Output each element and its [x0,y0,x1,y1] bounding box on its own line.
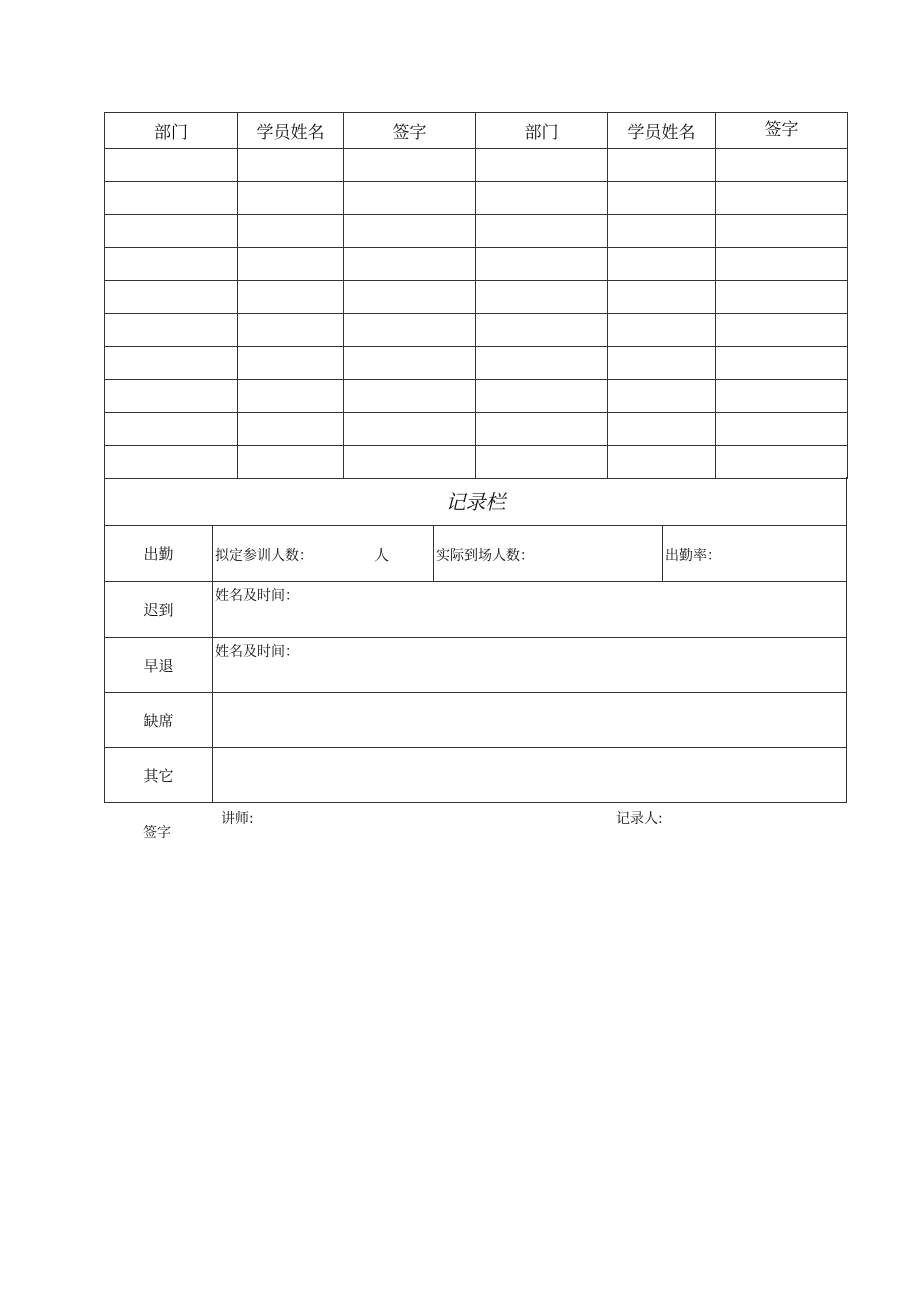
roster-cell[interactable] [476,380,608,413]
roster-cell[interactable] [476,149,608,182]
roster-cell[interactable] [105,248,238,281]
roster-cell[interactable] [105,281,238,314]
roster-cell[interactable] [608,314,716,347]
roster-cell[interactable] [105,347,238,380]
roster-cell[interactable] [716,149,848,182]
attendance-rate-label: 出勤率： [665,548,721,564]
roster-cell[interactable] [344,380,476,413]
late-label: 迟到 [105,582,213,637]
header-department-1: 部门 [105,113,238,149]
roster-cell[interactable] [476,347,608,380]
attendance-divider-1 [433,526,434,581]
roster-cell[interactable] [344,446,476,479]
header-department-2: 部门 [476,113,608,149]
roster-row [105,314,848,347]
planned-count-label: 拟定参训人数： [215,548,313,564]
roster-row [105,380,848,413]
record-title: 记录栏 [105,477,846,526]
roster-cell[interactable] [238,248,344,281]
early-leave-name-time-field[interactable]: 姓名及时间： [215,644,299,660]
late-name-time-field[interactable]: 姓名及时间： [215,588,299,604]
header-student-name-2: 学员姓名 [608,113,716,149]
roster-cell[interactable] [105,149,238,182]
roster-cell[interactable] [238,347,344,380]
roster-cell[interactable] [608,446,716,479]
roster-cell[interactable] [105,182,238,215]
roster-cell[interactable] [716,413,848,446]
roster-cell[interactable] [344,182,476,215]
roster-cell[interactable] [344,347,476,380]
roster-cell[interactable] [238,182,344,215]
roster-cell[interactable] [344,149,476,182]
roster-cell[interactable] [716,380,848,413]
roster-cell[interactable] [608,380,716,413]
roster-cell[interactable] [608,281,716,314]
roster-cell[interactable] [716,314,848,347]
roster-cell[interactable] [716,347,848,380]
roster-cell[interactable] [344,281,476,314]
roster-cell[interactable] [608,149,716,182]
header-signature-2: 签字 [716,113,848,149]
recorder-signature-field[interactable]: 记录人: [616,811,663,827]
other-row [105,748,846,803]
attendance-divider-2 [662,526,663,581]
roster-cell[interactable] [238,380,344,413]
roster-cell[interactable] [476,446,608,479]
roster-cell[interactable] [105,446,238,479]
roster-row [105,281,848,314]
early-leave-label: 早退 [105,638,213,692]
roster-cell[interactable] [716,446,848,479]
roster-cell[interactable] [238,215,344,248]
roster-cell[interactable] [238,149,344,182]
roster-row [105,149,848,182]
roster-cell[interactable] [608,182,716,215]
early-leave-row [105,638,846,693]
roster-row [105,182,848,215]
roster-cell[interactable] [476,314,608,347]
header-signature-1: 签字 [344,113,476,149]
roster-row [105,413,848,446]
roster-header-row [105,113,848,149]
roster-row [105,248,848,281]
roster-cell[interactable] [238,446,344,479]
roster-cell[interactable] [105,413,238,446]
roster-cell[interactable] [238,281,344,314]
late-row [105,582,846,638]
record-section [104,477,847,803]
roster-cell[interactable] [608,413,716,446]
roster-cell[interactable] [608,248,716,281]
roster-table [104,112,848,479]
roster-cell[interactable] [716,281,848,314]
roster-cell[interactable] [476,215,608,248]
absent-label: 缺席 [105,693,213,747]
roster-cell[interactable] [476,281,608,314]
roster-row [105,347,848,380]
roster-cell[interactable] [344,215,476,248]
roster-cell[interactable] [238,413,344,446]
roster-body [105,149,848,479]
planned-count-unit[interactable]: 人 [374,546,390,564]
header-student-name-1: 学员姓名 [238,113,344,149]
roster-cell[interactable] [716,215,848,248]
roster-cell[interactable] [105,380,238,413]
roster-cell[interactable] [344,248,476,281]
roster-cell[interactable] [716,182,848,215]
signature-label: 签字 [143,825,171,841]
roster-cell[interactable] [476,248,608,281]
roster-cell[interactable] [476,413,608,446]
roster-cell[interactable] [344,413,476,446]
roster-cell[interactable] [608,347,716,380]
roster-cell[interactable] [344,314,476,347]
actual-count-label: 实际到场人数： [436,548,534,564]
roster-cell[interactable] [105,215,238,248]
attendance-row [105,526,846,582]
absent-row [105,693,846,748]
roster-cell[interactable] [608,215,716,248]
roster-row [105,446,848,479]
roster-cell[interactable] [105,314,238,347]
lecturer-signature-field[interactable]: 讲师: [221,811,254,827]
roster-cell[interactable] [476,182,608,215]
other-label: 其它 [105,748,213,803]
roster-cell[interactable] [716,248,848,281]
roster-row [105,215,848,248]
attendance-label: 出勤 [105,526,213,581]
roster-cell[interactable] [238,314,344,347]
